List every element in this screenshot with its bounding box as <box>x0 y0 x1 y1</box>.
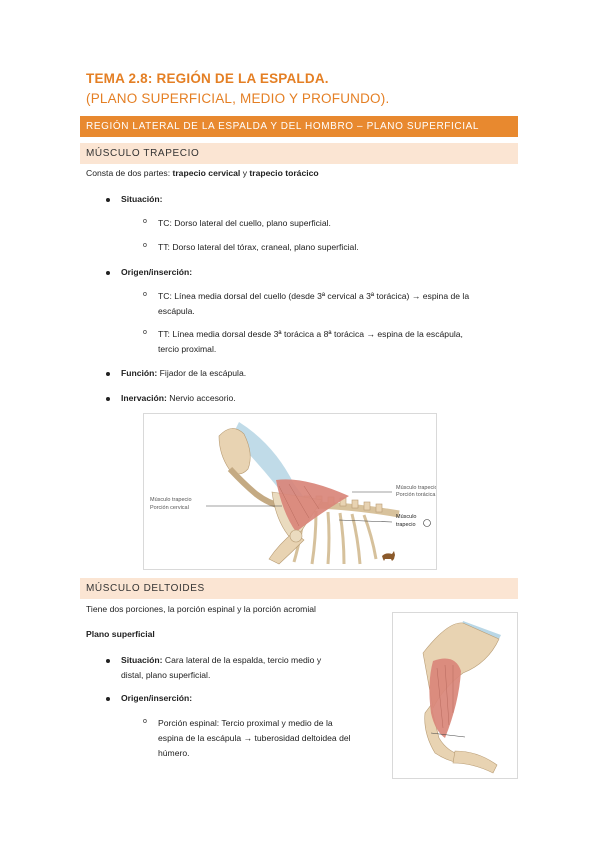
origen-tt-line2: tercio proximal. <box>158 344 217 354</box>
target-icon <box>424 520 431 527</box>
deltoides-situacion-label: Situación: <box>121 655 163 665</box>
figure-label-left-2: Porción cervical <box>150 505 189 511</box>
origen-label <box>121 267 192 277</box>
deltoides-situacion-line1 <box>121 655 321 665</box>
subsection-header-trapecio: MÚSCULO TRAPECIO <box>80 143 518 164</box>
deltoides-situacion-line2: distal, plano superficial. <box>121 670 211 680</box>
plano-superficial <box>86 629 155 639</box>
page-title: TEMA 2.8: REGIÓN DE LA ESPALDA. <box>86 71 329 86</box>
bullet-dot <box>106 271 110 275</box>
situacion-label <box>121 194 163 204</box>
intro-prefix: Consta de dos partes: <box>86 168 173 178</box>
funcion-label: Función: <box>121 368 158 378</box>
section-header: REGIÓN LATERAL DE LA ESPALDA Y DEL HOMBRO – PLANO SUPERFICIAL <box>80 116 518 137</box>
inervacion-label: Inervación: <box>121 393 167 403</box>
plano-superficial-text: Plano superficial <box>86 629 155 639</box>
intro-mid: y <box>240 168 250 178</box>
situacion-tt: TT: Dorso lateral del tórax, craneal, plano superficial. <box>158 242 359 252</box>
origen-label-text: Origen/inserción: <box>121 267 193 277</box>
dog-icon <box>382 551 395 561</box>
figure-label-right-bottom-1: Músculo <box>396 514 417 520</box>
deltoides-situacion-text: Cara lateral de la espalda, tercio medio y <box>162 655 322 665</box>
figure-label-right-top-1: Músculo trapecio <box>396 485 436 491</box>
page-subtitle: (PLANO SUPERFICIAL, MEDIO Y PROFUNDO). <box>86 91 390 106</box>
figure-label-right-top-2: Porción torácica <box>396 492 436 498</box>
bullet-dot <box>106 397 110 401</box>
bullet-dot <box>106 659 110 663</box>
figure-label-right-bottom-2: trapecio <box>396 522 416 528</box>
inervacion-line <box>121 393 236 403</box>
figure-label-left-1: Músculo trapecio <box>150 497 192 503</box>
circle-bullet-icon: o <box>143 329 147 336</box>
funcion-line <box>121 368 246 378</box>
subsection-header-deltoides: MÚSCULO DELTOIDES <box>80 578 518 599</box>
bullet-dot <box>106 372 110 376</box>
intro-bold-cervical: trapecio cervical <box>172 168 241 178</box>
origen-tc-line1: TC: Línea media dorsal del cuello (desde 3ª cervical a 3ª torácica) → espina de la <box>158 291 470 301</box>
espinal-line1: Porción espinal: Tercio proximal y medio de la <box>158 718 333 728</box>
espinal-line3: húmero. <box>158 748 190 758</box>
intro-bold-toracico: trapecio torácico <box>249 168 319 178</box>
situacion-label-text: Situación: <box>121 194 163 204</box>
trapezius-anatomy-figure <box>143 413 437 570</box>
origen-tt-line1: TT: Línea media dorsal desde 3ª torácica a 8ª torácica → espina de la escápula, <box>158 329 463 339</box>
circle-bullet-icon: o <box>143 218 147 225</box>
deltoid-illustration <box>393 613 517 778</box>
espinal-line2: espina de la escápula → tuberosidad deltoidea del <box>158 733 351 743</box>
deltoides-origen-label-text: Origen/inserción: <box>121 693 193 703</box>
deltoides-origen-label <box>121 693 192 703</box>
bullet-dot <box>106 198 110 202</box>
circle-bullet-icon: o <box>143 718 147 725</box>
inervacion-text: Nervio accesorio. <box>166 393 236 403</box>
bullet-dot <box>106 697 110 701</box>
trapezius-illustration <box>144 414 436 569</box>
origen-tc-line2: escápula. <box>158 306 195 316</box>
funcion-text: Fijador de la escápula. <box>157 368 247 378</box>
circle-bullet-icon: o <box>143 291 147 298</box>
deltoides-intro: Tiene dos porciones, la porción espinal y la porción acromial <box>86 604 316 614</box>
circle-bullet-icon: o <box>143 242 147 249</box>
situacion-tc: TC: Dorso lateral del cuello, plano superficial. <box>158 218 331 228</box>
deltoid-anatomy-figure <box>392 612 518 779</box>
trapecio-intro <box>86 168 319 178</box>
